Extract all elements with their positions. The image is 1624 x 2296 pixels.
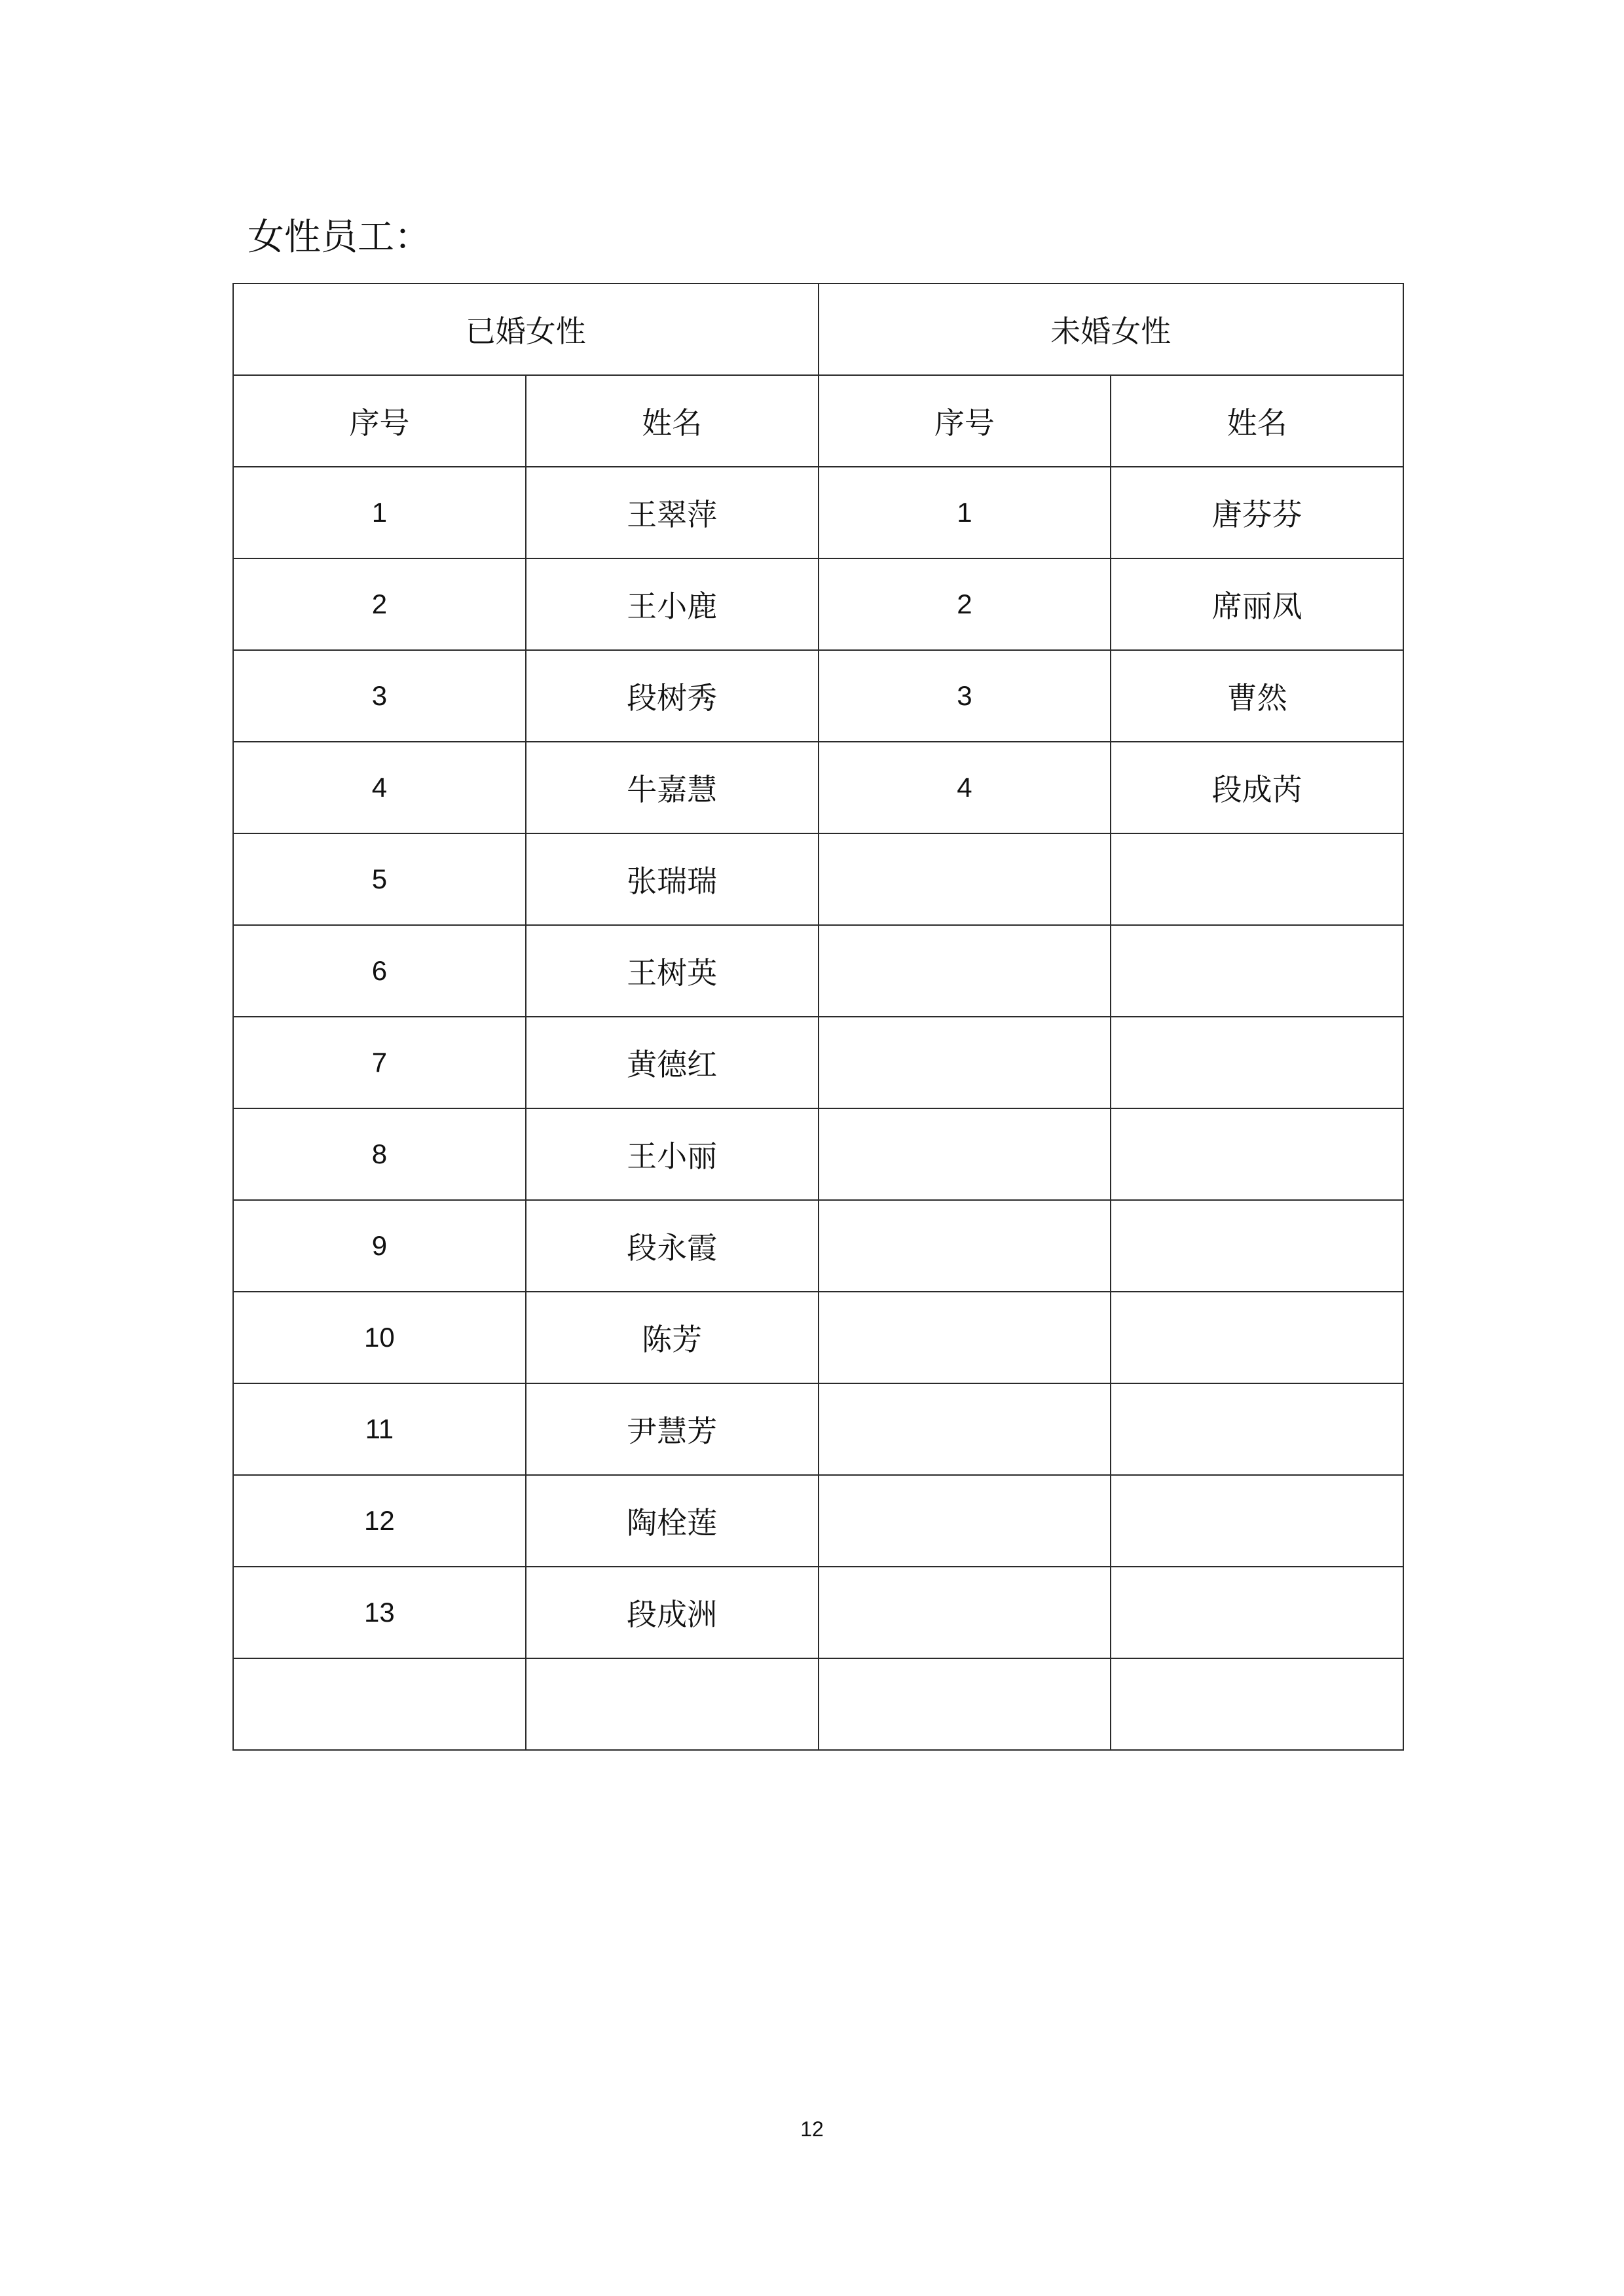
unmarried-index-cell: [819, 1017, 1111, 1108]
married-index-cell: 6: [233, 925, 526, 1017]
unmarried-index-cell: [819, 1475, 1111, 1567]
unmarried-name-cell: [1111, 1567, 1403, 1658]
married-name-cell: 王翠萍: [526, 467, 819, 558]
unmarried-index-cell: 3: [819, 650, 1111, 742]
married-name-header: 姓名: [526, 375, 819, 467]
table-row: [233, 742, 1403, 833]
column-header-row: [233, 375, 1403, 467]
unmarried-index-cell: [819, 1383, 1111, 1475]
married-name-cell: 王树英: [526, 925, 819, 1017]
married-index-cell: 5: [233, 833, 526, 925]
married-index-cell: [233, 1658, 526, 1750]
table-row: [233, 1475, 1403, 1567]
unmarried-index-cell: [819, 1200, 1111, 1292]
unmarried-index-cell: [819, 1108, 1111, 1200]
unmarried-name-cell: [1111, 1292, 1403, 1383]
unmarried-index-cell: [819, 1658, 1111, 1750]
married-index-cell: 4: [233, 742, 526, 833]
unmarried-women-header: 未婚女性: [819, 283, 1404, 375]
unmarried-name-cell: 唐芬芬: [1111, 467, 1403, 558]
married-index-cell: 3: [233, 650, 526, 742]
table-row: [233, 1383, 1403, 1475]
table-row: [233, 1200, 1403, 1292]
unmarried-index-cell: [819, 1567, 1111, 1658]
married-index-cell: 7: [233, 1017, 526, 1108]
table-row: [233, 467, 1403, 558]
married-women-header: 已婚女性: [233, 283, 819, 375]
unmarried-name-cell: [1111, 1383, 1403, 1475]
table-row: [233, 558, 1403, 650]
table-row: [233, 1658, 1403, 1750]
unmarried-index-cell: 2: [819, 558, 1111, 650]
unmarried-index-header: 序号: [819, 375, 1111, 467]
page-title: 女性员工：: [248, 216, 431, 259]
unmarried-name-cell: [1111, 1658, 1403, 1750]
married-name-cell: 张瑞瑞: [526, 833, 819, 925]
married-name-cell: 王小丽: [526, 1108, 819, 1200]
unmarried-index-cell: 4: [819, 742, 1111, 833]
table-row: [233, 833, 1403, 925]
unmarried-index-cell: [819, 833, 1111, 925]
table-row: [233, 1567, 1403, 1658]
married-name-cell: 黄德红: [526, 1017, 819, 1108]
page-number: 12: [800, 2117, 824, 2141]
female-staff-table: [232, 283, 1404, 1751]
married-name-cell: 尹慧芳: [526, 1383, 819, 1475]
married-name-cell: 段成洲: [526, 1567, 819, 1658]
group-header-row: [233, 283, 1403, 375]
married-index-cell: 13: [233, 1567, 526, 1658]
unmarried-name-cell: [1111, 1200, 1403, 1292]
table-row: [233, 1292, 1403, 1383]
unmarried-name-cell: 席丽凤: [1111, 558, 1403, 650]
married-name-cell: 王小鹿: [526, 558, 819, 650]
unmarried-index-cell: [819, 925, 1111, 1017]
married-index-cell: 2: [233, 558, 526, 650]
married-index-cell: 10: [233, 1292, 526, 1383]
married-name-cell: [526, 1658, 819, 1750]
unmarried-name-cell: [1111, 1108, 1403, 1200]
unmarried-name-header: 姓名: [1111, 375, 1403, 467]
table-row: [233, 1108, 1403, 1200]
unmarried-name-cell: [1111, 1017, 1403, 1108]
married-index-cell: 1: [233, 467, 526, 558]
married-index-cell: 11: [233, 1383, 526, 1475]
married-name-cell: 牛嘉慧: [526, 742, 819, 833]
unmarried-name-cell: 段成芮: [1111, 742, 1403, 833]
unmarried-name-cell: [1111, 1475, 1403, 1567]
married-index-cell: 12: [233, 1475, 526, 1567]
unmarried-index-cell: [819, 1292, 1111, 1383]
table-row: [233, 925, 1403, 1017]
unmarried-name-cell: [1111, 925, 1403, 1017]
table-row: [233, 650, 1403, 742]
table-row: [233, 1017, 1403, 1108]
married-index-cell: 8: [233, 1108, 526, 1200]
unmarried-name-cell: 曹然: [1111, 650, 1403, 742]
married-index-cell: 9: [233, 1200, 526, 1292]
married-name-cell: 段永霞: [526, 1200, 819, 1292]
unmarried-name-cell: [1111, 833, 1403, 925]
married-index-header: 序号: [233, 375, 526, 467]
married-name-cell: 段树秀: [526, 650, 819, 742]
married-name-cell: 陶栓莲: [526, 1475, 819, 1567]
unmarried-index-cell: 1: [819, 467, 1111, 558]
married-name-cell: 陈芳: [526, 1292, 819, 1383]
